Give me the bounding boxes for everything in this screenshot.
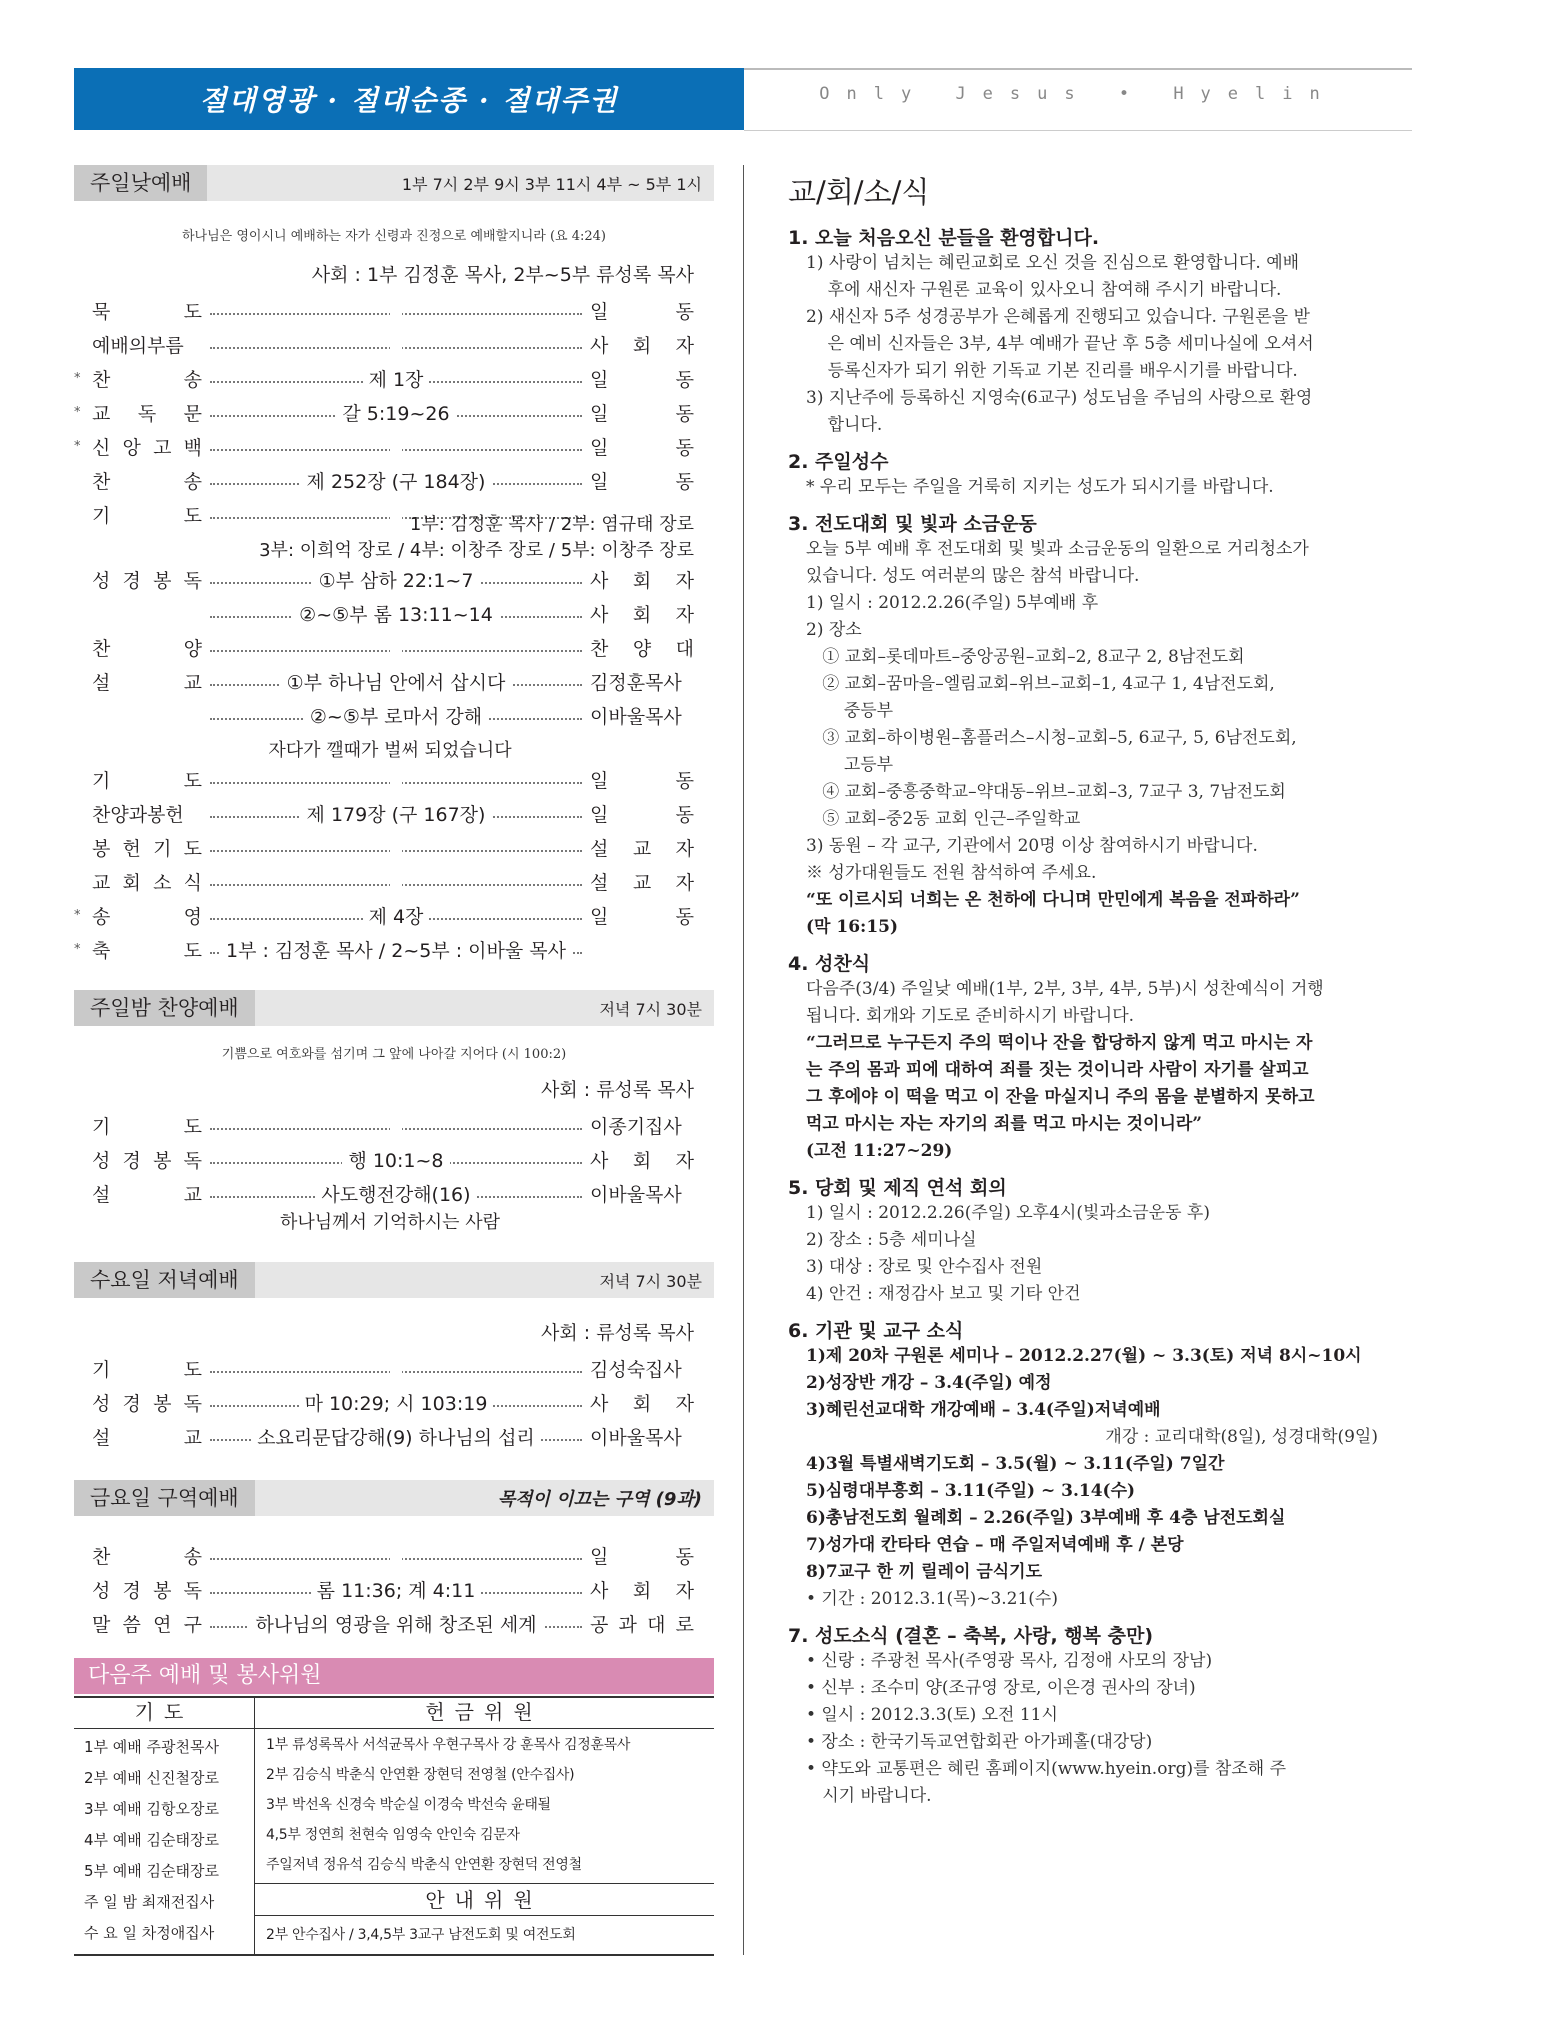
order-row <box>74 1112 694 1142</box>
order-row <box>74 936 694 966</box>
news-line: 1)제 20차 구원론 세미나 – 2012.2.27(월) ~ 3.3(토) 저녁 8시~10시 <box>806 1346 1362 1366</box>
news-line: 오늘 5부 예배 후 전도대회 및 빛과 소금운동의 일환으로 거리청소가 <box>806 539 1309 559</box>
order-detail: 제 252장 (구 184장) <box>301 471 492 493</box>
order-person: 일 동 <box>590 437 694 459</box>
news-line: 4) 안건 : 재정감사 보고 및 기타 안건 <box>806 1284 1081 1304</box>
news-line: (막 16:15) <box>806 917 899 937</box>
order-detail: 사도행전강해(16) <box>315 1184 476 1206</box>
order-person: 이바울목사 <box>590 706 682 728</box>
news-line: 1) 사랑이 넘치는 혜린교회로 오신 것을 진심으로 환영합니다. 예배 <box>806 253 1300 273</box>
news-column <box>788 170 1408 1810</box>
order-label: 성 경 봉 독 <box>92 1580 202 1602</box>
news-line: 중등부 <box>806 701 894 721</box>
news-line: 4)3월 특별새벽기도회 – 3.5(월) ~ 3.11(주일) 7일간 <box>806 1454 1225 1474</box>
order-detail: 제 1장 <box>363 369 430 391</box>
order-row <box>74 634 694 664</box>
news-line: 2) 새신자 5주 성경공부가 은혜롭게 진행되고 있습니다. 구원론을 받 <box>806 307 1310 327</box>
fri-section-header <box>74 1480 714 1516</box>
order-detail: 롬 11:36; 계 4:11 <box>311 1580 482 1602</box>
news-line: 는 주의 몸과 피에 대하여 죄를 짓는 것이니라 사람이 자기를 살피고 <box>806 1060 1309 1080</box>
news-line: ③ 교회–하이병원–홈플러스–시청–교회–5, 6교구, 5, 6남전도회, <box>806 728 1297 748</box>
order-label: 성 경 봉 독 <box>92 570 202 592</box>
order-label: 성 경 봉 독 <box>92 1150 202 1172</box>
volunteers-table <box>74 1696 714 1956</box>
news-line: 3) 지난주에 등록하신 지영숙(6교구) 성도님을 주님의 사랑으로 환영 <box>806 388 1313 408</box>
standing-mark: * <box>74 908 81 923</box>
news-line: 후에 새신자 구원론 교육이 있사오니 참여해 주시기 바랍니다. <box>806 280 1282 300</box>
order-person: 사 회 자 <box>590 1393 694 1415</box>
order-person: 일 동 <box>590 1546 694 1568</box>
order-person: 설 교 자 <box>590 872 694 894</box>
section-time: 1부 7시 2부 9시 3부 11시 4부 ~ 5부 1시 <box>401 174 702 194</box>
order-label: 찬 송 <box>92 369 202 391</box>
order-row <box>74 1610 694 1640</box>
news-line: 등록신자가 되기 위한 기독교 기본 진리를 배우시기를 바랍니다. <box>806 361 1298 381</box>
prayer-line-1: 1부: 김정훈 목사 / 2부: 염규태 장로 <box>409 514 694 535</box>
order-person: 설 교 자 <box>590 838 694 860</box>
order-person: 일 동 <box>590 770 694 792</box>
news-line: 2)성장반 개강 – 3.4(주일) 예정 <box>806 1373 1052 1393</box>
order-row <box>74 566 694 596</box>
news-heading: 5. 당회 및 제직 연석 회의 <box>788 1177 1007 1199</box>
news-line: • 일시 : 2012.3.3(토) 오전 11시 <box>806 1705 1058 1725</box>
news-line: “그러므로 누구든지 주의 떡이나 잔을 합당하지 않게 먹고 마시는 자 <box>806 1033 1313 1053</box>
news-line: • 기간 : 2012.3.1(목)~3.21(수) <box>806 1589 1058 1609</box>
prayer-col-head: 기도 <box>134 1700 194 1724</box>
order-row <box>74 1576 694 1606</box>
offering-row: 주일저녁 정유석 김승식 박춘식 안연환 장현덕 전영철 <box>266 1857 582 1873</box>
order-person: 사 회 자 <box>590 604 694 626</box>
order-row <box>74 1542 694 1572</box>
header-rule-bottom <box>744 130 1412 131</box>
order-label: 찬 송 <box>92 1546 202 1568</box>
news-line: 7)성가대 칸타타 연습 – 매 주일저녁예배 후 / 본당 <box>806 1535 1184 1555</box>
order-label: 봉 헌 기 도 <box>92 838 202 860</box>
news-line: * 우리 모두는 주일을 거룩히 지키는 성도가 되시기를 바랍니다. <box>806 477 1274 497</box>
order-detail <box>390 766 402 788</box>
prayer-row: 수 요 일 차정애집사 <box>84 1924 215 1942</box>
offering-col-head: 헌금위원 <box>425 1700 543 1724</box>
order-row <box>74 702 694 732</box>
news-line: 고등부 <box>806 755 894 775</box>
order-detail: ②~⑤부 롬 13:11~14 <box>293 604 499 626</box>
guide-col-head: 안내위원 <box>425 1888 543 1912</box>
order-label: 기 도 <box>92 1359 202 1381</box>
order-label: 설 교 <box>92 1427 202 1449</box>
news-line: 있습니다. 성도 여러분의 많은 참석 바랍니다. <box>806 566 1140 586</box>
news-line: 1) 일시 : 2012.2.26(주일) 오후4시(빛과소금운동 후) <box>806 1203 1210 1223</box>
news-line: 2) 장소 : 5층 세미나실 <box>806 1230 977 1250</box>
order-person: 사 회 자 <box>590 335 694 357</box>
order-label: 신 앙 고 백 <box>92 437 202 459</box>
offering-row: 4,5부 정연희 천현숙 임영숙 안인숙 김문자 <box>266 1827 520 1843</box>
offering-row: 2부 김승식 박춘식 안연환 장현덕 전영철 (안수집사) <box>266 1767 575 1783</box>
evening-verse: 기쁨으로 여호와를 섬기며 그 앞에 나아갈 지어다 (시 100:2) <box>221 1047 567 1062</box>
section-title: 금요일 구역예배 <box>74 1480 255 1516</box>
standing-mark: * <box>74 942 81 957</box>
prayer-row: 3부 예배 김항오장로 <box>84 1800 220 1818</box>
news-line: • 신랑 : 주광천 목사(주영광 목사, 김정애 사모의 장남) <box>806 1651 1213 1671</box>
order-detail: 하나님의 영광을 위해 창조된 세계 <box>249 1614 542 1636</box>
order-row <box>74 1355 694 1385</box>
order-detail <box>390 1355 402 1377</box>
order-person: 일 동 <box>590 906 694 928</box>
news-line: ④ 교회–중흥중학교–약대동–위브–교회–3, 7교구 3, 7남전도회 <box>806 782 1286 802</box>
order-person: 일 동 <box>590 369 694 391</box>
order-detail: 마 10:29; 시 103:19 <box>299 1393 494 1415</box>
order-person: 이바울목사 <box>590 1427 682 1449</box>
order-row <box>74 668 694 698</box>
order-label: 예배의부름 <box>92 335 184 357</box>
news-title: 교/회/소/식 <box>788 175 930 209</box>
order-detail: ②~⑤부 로마서 강해 <box>304 706 488 728</box>
order-detail: 행 10:1~8 <box>342 1150 449 1172</box>
order-label: 교 회 소 식 <box>92 872 202 894</box>
order-detail: 소요리문답강해(9) 하나님의 섭리 <box>251 1427 541 1449</box>
order-person: 공 과 대 로 <box>590 1614 694 1636</box>
order-row <box>74 331 694 361</box>
evening-leader: 사회 : 류성록 목사 <box>541 1079 694 1101</box>
guide-row: 2부 안수집사 / 3,4,5부 3교구 남전도회 및 여전도회 <box>266 1927 576 1943</box>
order-person: 일 동 <box>590 403 694 425</box>
news-line: 1) 일시 : 2012.2.26(주일) 5부예배 후 <box>806 593 1099 613</box>
order-person: 일 동 <box>590 301 694 323</box>
order-detail <box>390 1542 402 1564</box>
news-heading: 2. 주일성수 <box>788 451 889 473</box>
standing-mark: * <box>74 405 81 420</box>
order-detail: 갈 5:19~26 <box>336 403 455 425</box>
news-heading: 7. 성도소식 (결혼 – 축복, 사랑, 행복 충만) <box>788 1625 1154 1647</box>
news-line: ① 교회–롯데마트–중앙공원–교회–2, 8교구 2, 8남전도회 <box>806 647 1245 667</box>
news-line: 합니다. <box>806 415 883 435</box>
order-detail: 제 179장 (구 167장) <box>301 804 492 826</box>
section-title: 주일밤 찬양예배 <box>74 990 255 1026</box>
order-detail: ①부 하나님 안에서 삽시다 <box>281 672 512 694</box>
wed-leader: 사회 : 류성록 목사 <box>541 1322 694 1344</box>
order-label: 기 도 <box>92 505 202 527</box>
order-label: 기 도 <box>92 770 202 792</box>
offering-row: 1부 류성록목사 서석균목사 우현구목사 강 훈목사 김정훈목사 <box>266 1737 631 1753</box>
sunday-verse: 하나님은 영이시니 예배하는 자가 신령과 진정으로 예배할지니라 (요 4:24) <box>181 229 607 244</box>
order-label: 찬양과봉헌 <box>92 804 184 826</box>
news-line: • 약도와 교통편은 혜린 홈페이지(www.hyein.org)를 참조해 주 <box>806 1759 1286 1779</box>
wed-section-header <box>74 1262 714 1298</box>
order-label: 기 도 <box>92 1116 202 1138</box>
news-line: 개강 : 교리대학(8일), 성경대학(9일) <box>1105 1427 1378 1447</box>
order-label: 성 경 봉 독 <box>92 1393 202 1415</box>
prayer-row: 주 일 밤 최재전집사 <box>84 1893 215 1911</box>
order-detail <box>390 868 402 890</box>
news-line: ※ 성가대원들도 전원 참석하여 주세요. <box>806 863 1097 883</box>
order-label: 찬 송 <box>92 471 202 493</box>
order-row <box>74 766 694 796</box>
order-row <box>74 433 694 463</box>
order-label: 설 교 <box>92 672 202 694</box>
order-row <box>74 1389 694 1419</box>
news-line: 5)심령대부흥회 – 3.11(주일) ~ 3.14(수) <box>806 1481 1136 1501</box>
section-time: 목적이 이끄는 구역 (9과) <box>497 1489 702 1510</box>
news-line: • 신부 : 조수미 양(조규영 장로, 이은경 권사의 장녀) <box>806 1678 1196 1698</box>
volunteers-header: 다음주 예배 및 봉사위원 <box>74 1658 714 1694</box>
order-row <box>74 868 694 898</box>
news-heading: 3. 전도대회 및 빛과 소금운동 <box>788 513 1037 535</box>
standing-mark: * <box>74 371 81 386</box>
order-detail <box>390 331 402 353</box>
slogan-banner: 절대영광 · 절대순종 · 절대주권 <box>74 68 744 130</box>
news-line: (고전 11:27~29) <box>806 1141 953 1161</box>
order-detail <box>390 433 402 455</box>
order-label: 설 교 <box>92 1184 202 1206</box>
order-person: 사 회 자 <box>590 1150 694 1172</box>
order-person: 김정훈목사 <box>590 672 682 694</box>
news-line: 3) 대상 : 장로 및 안수집사 전원 <box>806 1257 1043 1277</box>
order-person: 김성숙집사 <box>590 1359 682 1381</box>
prayer-row: 1부 예배 주광천목사 <box>84 1738 220 1756</box>
news-line: 3)혜린선교대학 개강예배 – 3.4(주일)저녁예배 <box>806 1400 1161 1420</box>
order-person: 이종기집사 <box>590 1116 682 1138</box>
motto: Only Jesus • Hyelin <box>819 84 1337 104</box>
section-time: 저녁 7시 30분 <box>599 1271 702 1291</box>
order-row <box>74 1180 694 1210</box>
order-row <box>74 467 694 497</box>
order-detail <box>390 297 402 319</box>
section-title: 수요일 저녁예배 <box>74 1262 255 1298</box>
evening-section-header <box>74 990 714 1026</box>
offering-row: 3부 박선옥 신경숙 박순실 이경숙 박선숙 윤태될 <box>266 1797 551 1813</box>
order-detail: ①부 삼하 22:1~7 <box>313 570 480 592</box>
order-person: 찬 양 대 <box>590 638 694 660</box>
order-label: 송 영 <box>92 906 202 928</box>
order-label: 말 씀 연 구 <box>92 1614 202 1636</box>
column-divider <box>743 165 744 1955</box>
order-person: 사 회 자 <box>590 570 694 592</box>
order-detail: 제 4장 <box>363 906 430 928</box>
order-label: 찬 양 <box>92 638 202 660</box>
news-line: • 장소 : 한국기독교연합회관 아가페홀(대강당) <box>806 1732 1153 1752</box>
news-line: 은 예비 신자들은 3부, 4부 예배가 끝난 후 5층 세미나실에 오셔서 <box>806 334 1314 354</box>
order-row <box>74 902 694 932</box>
order-detail <box>390 834 402 856</box>
order-row <box>74 800 694 830</box>
header-rule <box>744 68 1412 70</box>
order-label: 교 독 문 <box>92 403 202 425</box>
order-row <box>74 297 694 327</box>
order-person: 이바울목사 <box>590 1184 682 1206</box>
news-line: ② 교회–꿈마을–엘림교회–위브–교회–1, 4교구 1, 4남전도회, <box>806 674 1275 694</box>
sunday-leader: 사회 : 1부 김정훈 목사, 2부~5부 류성록 목사 <box>311 264 694 286</box>
standing-mark: * <box>74 439 81 454</box>
order-label: 축 도 <box>92 940 202 962</box>
order-detail <box>390 1112 402 1134</box>
news-heading: 4. 성찬식 <box>788 953 871 975</box>
news-line: 3) 동원 – 각 교구, 기관에서 20명 이상 참여하시기 바랍니다. <box>806 836 1258 856</box>
sunday-section-header <box>74 165 714 201</box>
news-line: 먹고 마시는 자는 자기의 죄를 먹고 마시는 것이니라” <box>806 1114 1203 1134</box>
news-line: 그 후에야 이 떡을 먹고 이 잔을 마실지니 주의 몸을 분별하지 못하고 <box>806 1087 1315 1107</box>
order-person: 사 회 자 <box>590 1580 694 1602</box>
news-heading: 1. 오늘 처음오신 분들을 환영합니다. <box>788 227 1100 249</box>
sermon-subtitle: 자다가 깰때가 벌써 되었습니다 <box>268 740 512 761</box>
news-line: 2) 장소 <box>806 620 862 640</box>
news-line: “또 이르시되 너희는 온 천하에 다니며 만민에게 복음을 전파하라” <box>806 890 1300 910</box>
order-detail: 1부 : 김정훈 목사 / 2~5부 : 이바울 목사 <box>220 940 572 962</box>
prayer-row: 5부 예배 김순태장로 <box>84 1862 220 1880</box>
order-row <box>74 399 694 429</box>
prayer-row: 2부 예배 신진철장로 <box>84 1769 220 1787</box>
section-time: 저녁 7시 30분 <box>599 999 702 1019</box>
evening-sermon-subtitle: 하나님께서 기억하시는 사람 <box>279 1212 501 1233</box>
news-line: 8)7교구 한 끼 릴레이 금식기도 <box>806 1562 1043 1582</box>
news-line: 6)총남전도회 월례회 – 2.26(주일) 3부예배 후 4층 남전도회실 <box>806 1508 1286 1528</box>
order-row <box>74 365 694 395</box>
news-line: 됩니다. 회개와 기도로 준비하시기 바랍니다. <box>806 1006 1135 1026</box>
news-line: 다음주(3/4) 주일낮 예배(1부, 2부, 3부, 4부, 5부)시 성찬예식이 거행 <box>806 979 1324 999</box>
news-line: ⑤ 교회–중2동 교회 인근–주일학교 <box>806 809 1081 829</box>
order-row <box>74 1146 694 1176</box>
order-person: 일 동 <box>590 471 694 493</box>
order-row <box>74 1423 694 1453</box>
section-title: 주일낮예배 <box>74 165 207 201</box>
order-row <box>74 600 694 630</box>
prayer-line-2: 3부: 이희억 장로 / 4부: 이창주 장로 / 5부: 이창주 장로 <box>259 540 694 561</box>
news-line: 시기 바랍니다. <box>806 1786 932 1806</box>
order-person: 일 동 <box>590 804 694 826</box>
order-row <box>74 834 694 864</box>
order-detail <box>390 634 402 656</box>
news-heading: 6. 기관 및 교구 소식 <box>788 1320 964 1342</box>
order-label: 묵 도 <box>92 301 202 323</box>
prayer-row: 4부 예배 김순태장로 <box>84 1831 220 1849</box>
